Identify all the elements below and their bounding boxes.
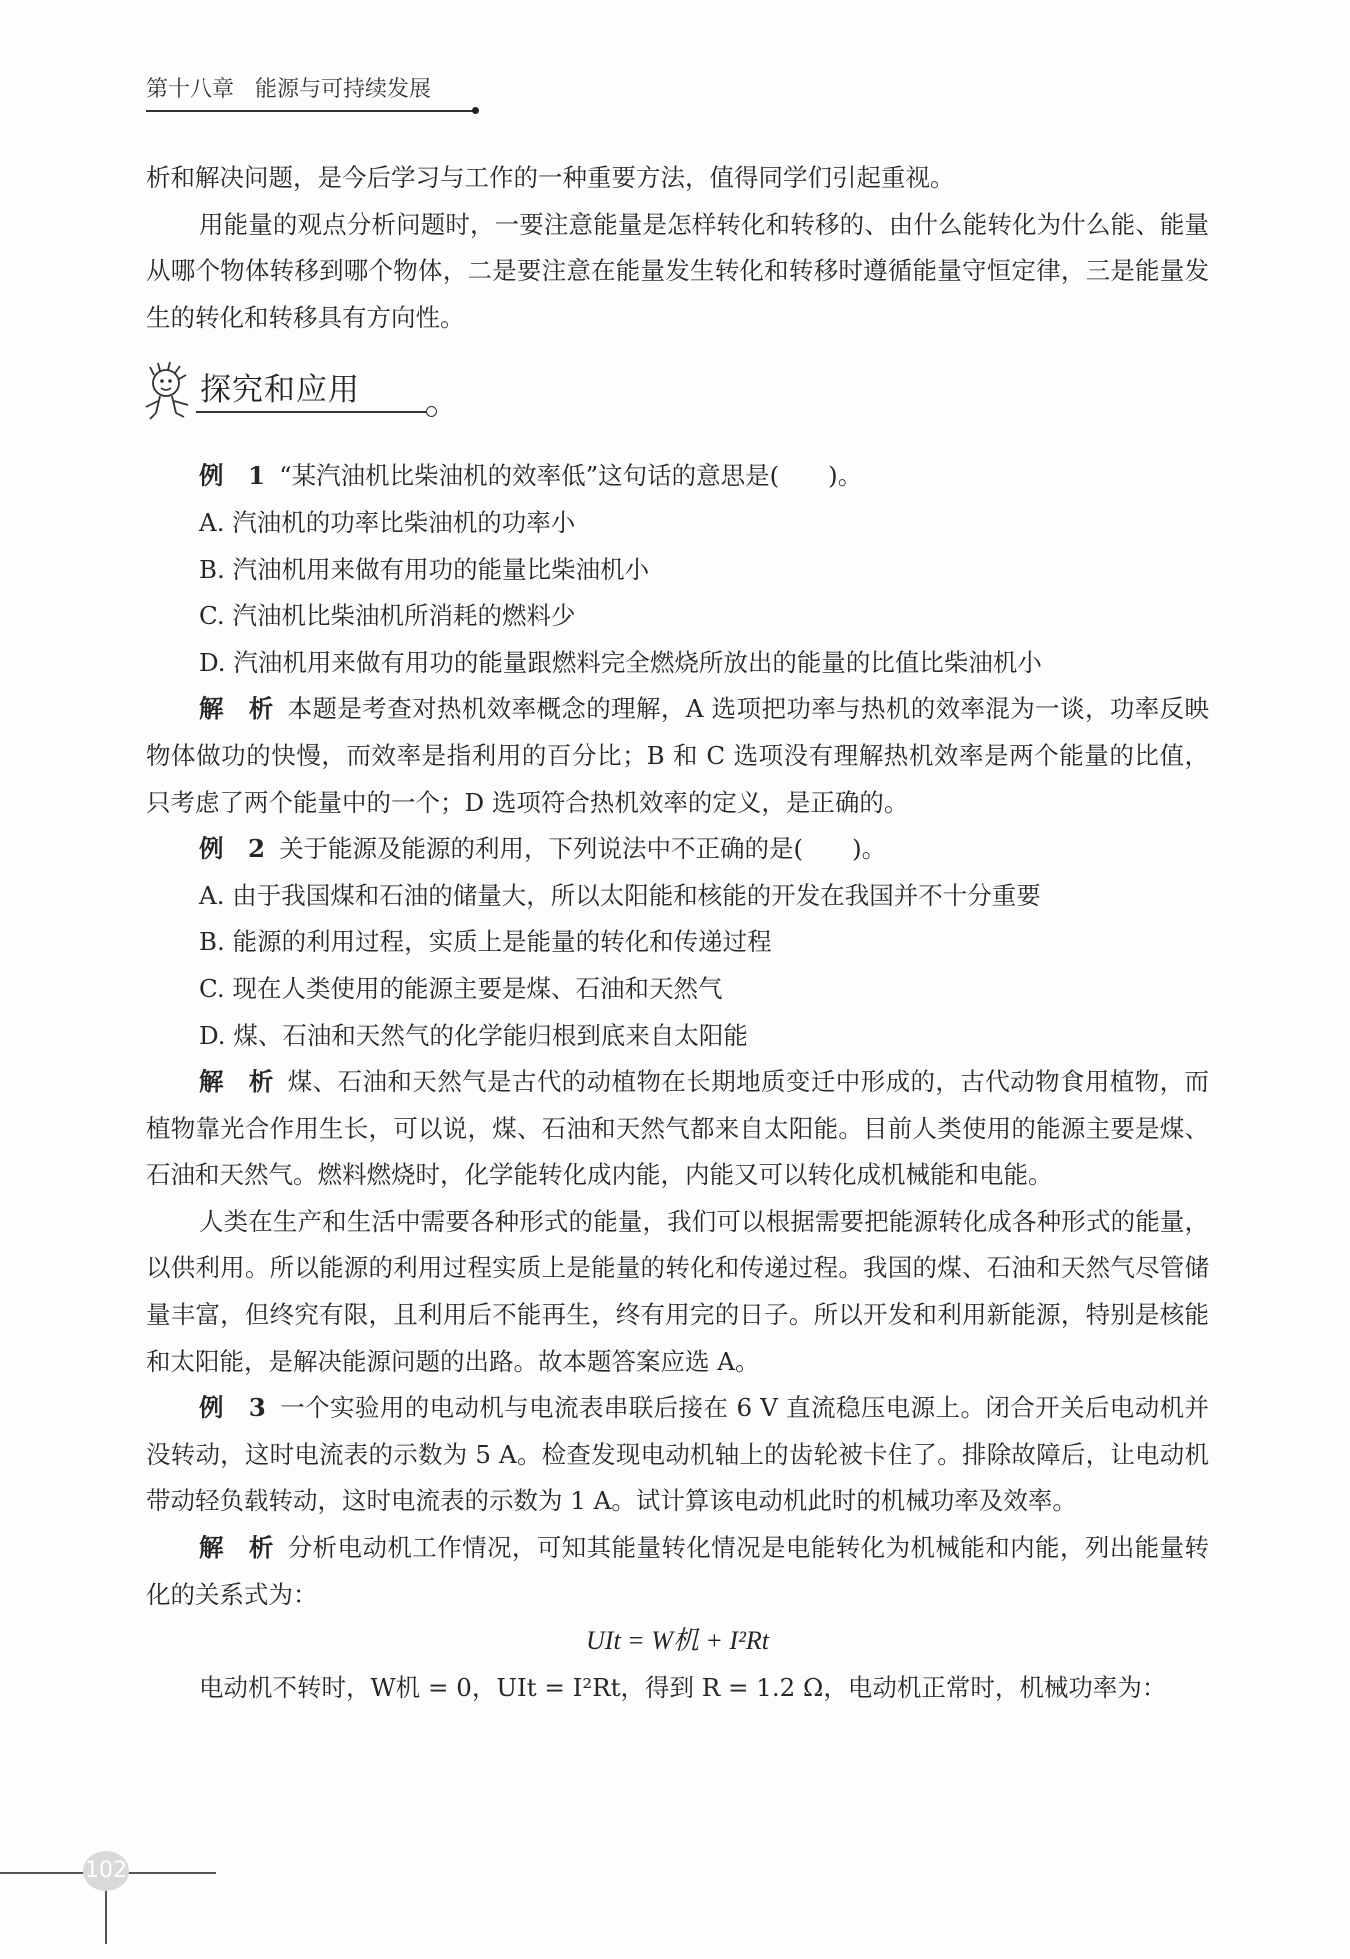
example-1-option-d: D. 汽油机用来做有用功的能量跟燃料完全燃烧所放出的能量的比值比柴油机小 xyxy=(199,647,1042,677)
section-underline-circle xyxy=(426,406,437,417)
example-2-question: 例 2 关于能源及能源的利用，下列说法中不正确的是( )。 xyxy=(199,834,887,864)
running-header xyxy=(146,72,431,103)
example-2-option-b: B. 能源的利用过程，实质上是能量的转化和传递过程 xyxy=(199,927,772,957)
analysis-label: 解 析 xyxy=(199,1067,274,1097)
section-heading xyxy=(146,341,1209,453)
example-2-option-a: A. 由于我国煤和石油的储量大，所以太阳能和核能的开发在我国并不十分重要 xyxy=(199,880,1041,910)
section-title: 探究和应用 xyxy=(200,372,360,409)
example-1-label: 例 1 xyxy=(199,461,266,491)
mascot-icon xyxy=(140,361,194,423)
example-3-label: 例 3 xyxy=(199,1393,266,1423)
example-2-analysis: 解 析 煤、石油和天然气是古代的动植物在长期地质变迁中形成的，古代动物食用植物，而植物靠光合作用生长，可以说，煤、石油和天然气都来自太阳能。目前人类使用的能源主要是煤、石油和天然气。燃料燃烧时，化学能转化成内能，内能又可以转化成机械能和电能。 xyxy=(146,1067,1209,1190)
example-3-last-line: 电动机不转时，W机 = 0，UIt = I²Rt，得到 R = 1.2 Ω，电动机正常时，机械功率为： xyxy=(199,1672,1167,1702)
example-2-option-c: C. 现在人类使用的能源主要是煤、石油和天然气 xyxy=(199,973,723,1003)
example-3-analysis: 解 析 分析电动机工作情况，可知其能量转化情况是电能转化为机械能和内能，列出能量转化的关系式为： xyxy=(146,1533,1209,1609)
example-1-analysis: 解 析 本题是考查对热机效率概念的理解，A 选项把功率与热机的效率混为一谈，功率反映物体做功的快慢，而效率是指利用的百分比；B 和 C 选项没有理解热机效率是两个能量的比值，只考虑了两个能量中的一个；D 选项符合热机效率的定义，是正确的。 xyxy=(146,694,1209,817)
header-dot xyxy=(472,107,479,114)
chapter-title: 能源与可持续发展 xyxy=(255,77,432,102)
analysis-label: 解 析 xyxy=(199,1533,274,1563)
energy-formula: UIt = W机 + I²Rt xyxy=(586,1626,769,1656)
example-1-question: 例 1 “某汽油机比柴油机的效率低”这句话的意思是( )。 xyxy=(199,461,863,491)
example-1-option-b: B. 汽油机用来做有用功的能量比柴油机小 xyxy=(199,554,650,584)
section-underline xyxy=(196,411,428,413)
example-1-option-a: A. 汽油机的功率比柴油机的功率小 xyxy=(199,507,576,537)
header-rule xyxy=(146,110,474,112)
example-2-analysis-continued: 人类在生产和生活中需要各种形式的能量，我们可以根据需要把能源转化成各种形式的能量，以供利用。所以能源的利用过程实质上是能量的转化和传递过程。我国的煤、石油和天然气尽管储量丰富，但终究有限，且利用后不能再生，终有用完的日子。所以开发和利用新能源，特别是核能和太阳能，是解决能源问题的出路。故本题答案应选 A。 xyxy=(146,1206,1209,1376)
example-1-option-c: C. 汽油机比柴油机所消耗的燃料少 xyxy=(199,601,576,631)
example-2-option-d: D. 煤、石油和天然气的化学能归根到底来自太阳能 xyxy=(199,1020,748,1050)
page-body xyxy=(146,155,1209,1711)
example-2-label: 例 2 xyxy=(199,834,266,864)
intro-paragraph-1: 析和解决问题，是今后学习与工作的一种重要方法，值得同学们引起重视。 xyxy=(146,163,955,192)
chapter-number: 第十八章 xyxy=(146,77,235,102)
analysis-label: 解 析 xyxy=(199,694,274,724)
example-3-question: 例 3 一个实验用的电动机与电流表串联后接在 6 V 直流稳压电源上。闭合开关后电动机并没转动，这时电流表的示数为 5 A。检查发现电动机轴上的齿轮被卡住了。排除故障后，让电动机带动轻负载转动，这时电流表的示数为 1 A。试计算该电动机此时的机械功率及效率。 xyxy=(146,1393,1209,1516)
page-number: 102 xyxy=(83,1851,129,1891)
intro-paragraph-2: 用能量的观点分析问题时，一要注意能量是怎样转化和转移的、由什么能转化为什么能、能量从哪个物体转移到哪个物体，二是要注意在能量发生转化和转移时遵循能量守恒定律，三是能量发生的转化和转移具有方向性。 xyxy=(146,209,1209,332)
